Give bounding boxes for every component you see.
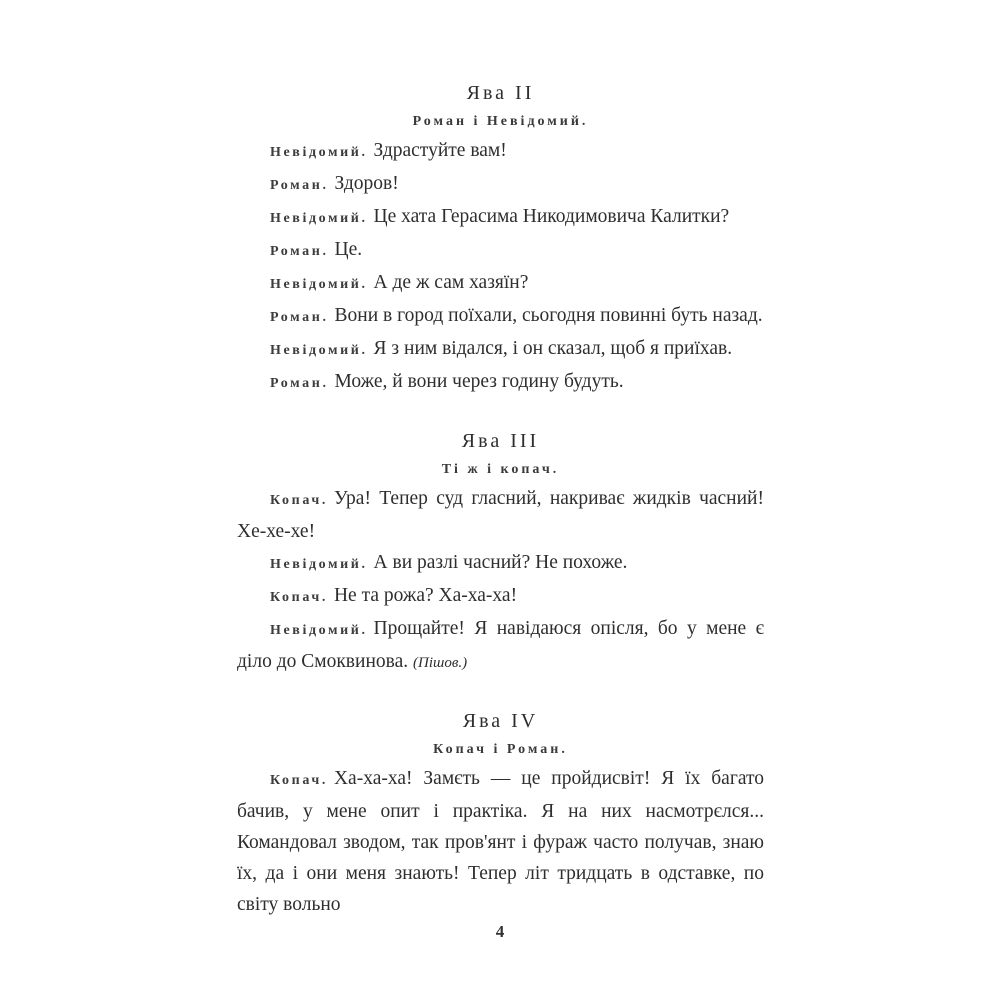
stage-direction: (Пішов.) (413, 655, 468, 671)
speaker-name: Копач. (270, 493, 328, 508)
dialogue-line (237, 613, 764, 679)
speaker-name: Невідомий. (270, 211, 368, 226)
scene-cast: Роман і Невідомий. (412, 114, 589, 129)
line-text: Здоров! (334, 173, 399, 194)
line-text: Прощайте! Я навідаюся опісля, бо у мене є діло до Смоквинова. (237, 618, 764, 672)
dialogue-line (237, 201, 764, 234)
line-text: Здрастуйте вам! (373, 140, 507, 161)
dialogue-line (237, 580, 764, 613)
dialogue-line (237, 366, 764, 399)
dialogue-line (237, 763, 764, 920)
dialogue-line (237, 267, 764, 300)
speaker-name: Невідомий. (270, 145, 368, 160)
line-text: Може, й вони через годину будуть. (334, 371, 624, 392)
speaker-name: Роман. (270, 310, 329, 325)
page-number: 4 (495, 922, 505, 941)
line-text: А ви разлі часний? Не похоже. (373, 552, 628, 573)
line-text: Я з ним відался, і он сказал, щоб я приїхав. (373, 338, 733, 359)
scene-cast: Ті ж і копач. (441, 462, 560, 477)
speaker-name: Копач. (270, 590, 328, 605)
speaker-name: Невідомий. (270, 557, 368, 572)
line-text: Це хата Герасима Никодимовича Калитки? (373, 206, 730, 227)
line-text: Вони в город поїхали, сьогодня повинні буть назад. (334, 305, 763, 326)
dialogue-line (237, 300, 764, 333)
dialogue-line (237, 547, 764, 580)
line-text: Ура! Тепер суд гласний, накриває жидків часний! Хе-хе-хе! (237, 488, 764, 542)
line-text: Це. (334, 239, 363, 260)
speaker-name: Роман. (270, 376, 329, 391)
scene-title: Ява IV (462, 710, 539, 732)
scene-cast: Копач і Роман. (433, 742, 568, 757)
scene-title: Ява II (466, 82, 535, 104)
speaker-name: Невідомий. (270, 623, 368, 638)
dialogue-line (237, 483, 764, 547)
line-text: Не та рожа? Ха-ха-ха! (333, 585, 518, 606)
line-text: Ха-ха-ха! Замєть — це пройдисвіт! Я їх багато бачив, у мене опит і практіка. Я на них насмотрєлся... Командовал зводом, так пров'янт і фураж часто получав, знаю їх, да і они меня знають! Тепер літ тридцать в одставке, по світу вольно (237, 768, 764, 915)
scene-title: Ява III (461, 430, 540, 452)
page-body (237, 78, 764, 920)
dialogue-line (237, 234, 764, 267)
speaker-name: Копач. (270, 773, 328, 788)
speaker-name: Невідомий. (270, 343, 368, 358)
speaker-name: Роман. (270, 244, 329, 259)
dialogue-line (237, 333, 764, 366)
dialogue-line (237, 135, 764, 168)
dialogue-line (237, 168, 764, 201)
speaker-name: Роман. (270, 178, 329, 193)
line-text: А де ж сам хазяїн? (373, 272, 529, 293)
speaker-name: Невідомий. (270, 277, 368, 292)
